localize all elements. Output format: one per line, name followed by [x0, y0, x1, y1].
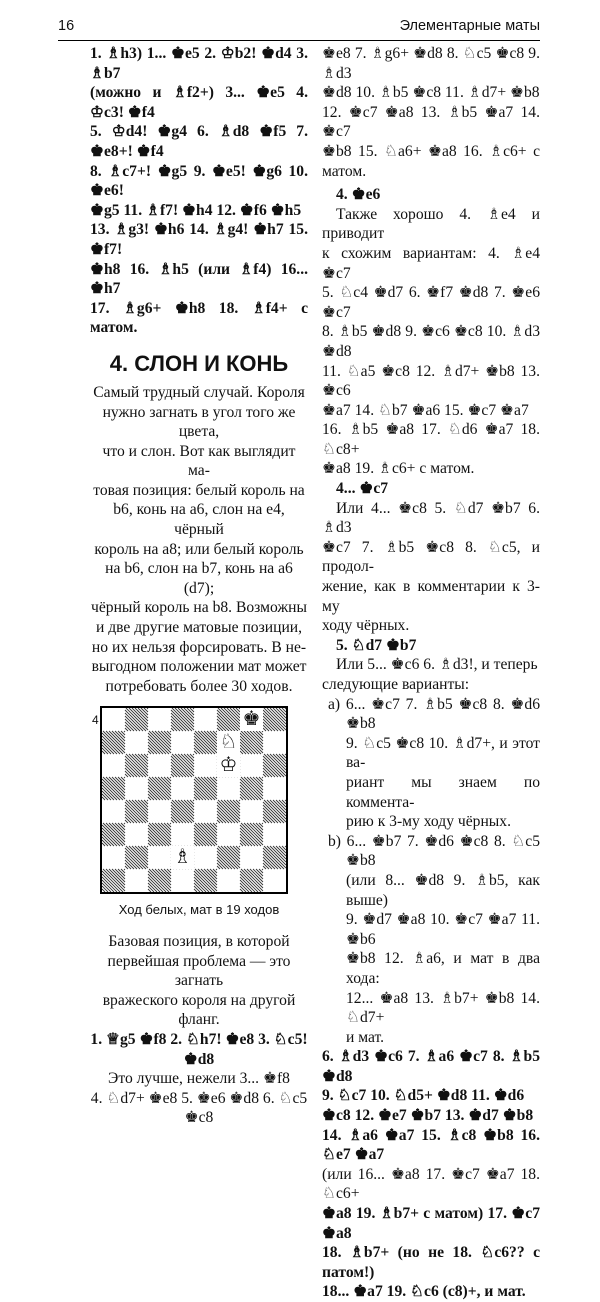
dark-square	[102, 823, 125, 846]
text-line: b) 6... ♚b7 7. ♚d6 ♚c8 8. ♘c5 ♚b8	[328, 832, 540, 870]
text-line: ходу чёрных.	[322, 617, 410, 635]
black-king-piece: ♚	[240, 708, 263, 731]
text-line: 12... ♚a8 13. ♗b7+ ♚b8 14. ♘d7+	[346, 989, 540, 1027]
text-line: 1. ♗h3) 1... ♚e5 2. ♔b2! ♚d4 3. ♗b7	[90, 45, 308, 82]
text-line: 1. ♕g5 ♚f8 2. ♘h7! ♚e8 3. ♘c5! ♚d8	[90, 1030, 308, 1068]
dark-square	[102, 777, 125, 800]
text-line: что и слон. Вот как выглядит ма-	[102, 442, 296, 480]
dark-square	[102, 869, 125, 892]
variant-b	[322, 832, 540, 1048]
white-bishop-piece: ♗	[171, 846, 194, 869]
text-line: 18. ♗b7+ (но не 18. ♘c6?? с патом!)	[322, 1244, 540, 1281]
dark-square	[217, 800, 240, 823]
text-line: Базовая позиция, в которой	[108, 933, 290, 950]
text-line: чёрный король на b8. Возможны	[91, 599, 307, 617]
text-line: 9. ♘c7 10. ♘d5+ ♚d8 11. ♚d6	[322, 1087, 525, 1105]
text-line: (или 16... ♚a8 17. ♚c7 ♚a7 18. ♘c6+	[322, 1165, 540, 1203]
dark-square	[148, 731, 171, 754]
dark-square	[171, 754, 194, 777]
text-line: ♚a8 19. ♗b7+ с матом) 17. ♚c7 ♚a8	[322, 1205, 540, 1242]
text-line: (можно и ♗f2+) 3... ♚e5 4. ♔c3! ♚f4	[90, 84, 308, 121]
text-line: ♚a7 14. ♘b7 ♚a6 15. ♚c7 ♚a7	[322, 401, 529, 419]
dark-square	[194, 869, 217, 892]
text-line: выгодном положении мат может	[91, 658, 307, 676]
dark-square	[263, 754, 286, 777]
right-column	[322, 44, 540, 1302]
text-line: рию к 3-му ходу чёрных.	[346, 813, 511, 831]
dark-square	[194, 777, 217, 800]
text-line: 11. ♘a5 ♚c8 12. ♗d7+ ♚b8 13. ♚c6	[322, 362, 540, 400]
dark-square	[171, 800, 194, 823]
text-line: 17. ♗g6+ ♚h8 18. ♗f4+ с матом.	[90, 299, 308, 337]
text-line: 8. ♗c7+! ♚g5 9. ♚e5! ♚g6 10. ♚e6!	[90, 162, 308, 200]
white-king-piece: ♔	[217, 754, 240, 777]
right-top-moves	[322, 44, 540, 181]
diagram-number: 4	[92, 713, 99, 728]
move-4: 4. ♚e6	[336, 186, 381, 204]
dark-square	[217, 708, 240, 731]
running-title: Элементарные маты	[399, 18, 540, 34]
dark-square	[148, 823, 171, 846]
diagram-caption: Ход белых, мат в 19 ходов	[118, 902, 280, 918]
text-line: ♚g5 11. ♗f7! ♚h4 12. ♚f6 ♚h5	[90, 201, 302, 219]
text-line: и две другие матовые позиции,	[95, 619, 303, 637]
text-line: ♚a8 19. ♗c6+ с матом.	[322, 460, 475, 478]
section-title: 4. СЛОН И КОНЬ	[109, 350, 289, 376]
final-moves	[322, 1047, 540, 1302]
text-line: жение, как в комментарии к 3-му	[322, 578, 540, 615]
text-line: следующие варианты:	[322, 676, 470, 693]
text-line: король на a8; или белый король	[94, 540, 304, 558]
text-line: вражеского короля на другой фланг.	[102, 991, 296, 1029]
or5-paragraph	[322, 655, 540, 694]
text-line: первейшая проблема — это загнать	[107, 952, 291, 990]
dark-square	[125, 754, 148, 777]
text-line: 14. ♗a6 ♚a7 15. ♗c8 ♚b8 16. ♘e7 ♚a7	[322, 1126, 540, 1164]
text-line: ♚b8 12. ♗a6, и мат в два хода:	[346, 950, 540, 987]
dark-square	[125, 800, 148, 823]
text-line: Или 5... ♚c6 6. ♗d3!, и теперь	[336, 656, 538, 674]
page-number: 16	[58, 18, 75, 34]
chessboard	[102, 708, 286, 892]
text-line: к схожим вариантам: 4. ♗e4 ♚c7	[322, 244, 540, 282]
variant-a	[322, 695, 540, 832]
text-line: (или 8... ♚d8 9. ♗b5, как выше)	[346, 871, 540, 909]
dark-square	[240, 823, 263, 846]
move-4b: 4... ♚c7	[336, 480, 389, 498]
text-line: 16. ♗b5 ♚a8 17. ♘d6 ♚a7 18. ♘c8+	[322, 421, 540, 458]
text-line: 18... ♚a7 19. ♘c6 (c8)+, и мат.	[322, 1283, 526, 1301]
dark-square	[194, 731, 217, 754]
text-line: 4. ♘d7+ ♚e8 5. ♚e6 ♚d8 6. ♘c5 ♚c8	[90, 1089, 308, 1127]
intro-paragraph	[90, 383, 308, 697]
or-paragraph	[322, 499, 540, 636]
left-bottom-text	[90, 932, 308, 1128]
dark-square	[148, 869, 171, 892]
text-line: Самый трудный случай. Короля	[93, 383, 305, 401]
text-line: b6, конь на a6, слон на e4, чёрный	[113, 501, 285, 539]
text-line: потребовать более 30 ходов.	[105, 677, 293, 695]
text-line: ♚d8 10. ♗b5 ♚c8 11. ♗d7+ ♚b8	[322, 84, 540, 102]
text-line: Также хорошо 4. ♗e4 и приводит	[322, 205, 540, 243]
text-line: товая позиция: белый король на	[93, 481, 305, 499]
dark-square	[125, 846, 148, 869]
text-line: ♚e8 7. ♗g6+ ♚d8 8. ♘c5 ♚c8 9. ♗d3	[322, 45, 540, 82]
text-line: риант мы знаем по коммента-	[346, 773, 540, 811]
move-5: 5. ♘d7 ♚b7	[336, 636, 417, 654]
left-top-moves	[90, 44, 308, 338]
text-line: ♚c8 12. ♚e7 ♚b7 13. ♚d7 ♚b8	[322, 1107, 534, 1125]
text-line: 9. ♚d7 ♚a8 10. ♚c7 ♚a7 11. ♚b6	[346, 911, 540, 948]
chess-diagram	[92, 706, 288, 894]
text-line: ♚b8 15. ♘a6+ ♚a8 16. ♗c6+ с матом.	[322, 142, 540, 180]
dark-square	[240, 731, 263, 754]
text-line: 5. ♔d4! ♚g4 6. ♗d8 ♚f5 7. ♚e8+! ♚f4	[90, 123, 308, 160]
text-line: нужно загнать в угол того же цвета,	[102, 403, 296, 441]
text-line: Это лучше, нежели 3... ♚f8	[108, 1070, 290, 1088]
text-line: 13. ♗g3! ♚h6 14. ♗g4! ♚h7 15. ♚f7!	[90, 221, 308, 258]
text-line: Или 4... ♚c8 5. ♘d7 ♚b7 6. ♗d3	[322, 499, 540, 537]
dark-square	[263, 708, 286, 731]
text-line: 12. ♚c7 ♚a8 13. ♗b5 ♚a7 14. ♚c7	[322, 103, 540, 141]
dark-square	[240, 777, 263, 800]
dark-square	[148, 777, 171, 800]
text-line: но их нельзя форсировать. В не-	[91, 638, 307, 656]
text-line: 6. ♗d3 ♚c6 7. ♗a6 ♚c7 8. ♗b5 ♚d8	[322, 1048, 540, 1085]
dark-square	[217, 846, 240, 869]
text-line: ♚h8 16. ♗h5 (или ♗f4) 16... ♚h7	[90, 260, 308, 298]
also-good-paragraph	[322, 205, 540, 479]
text-line: 5. ♘c4 ♚d7 6. ♚f7 ♚d8 7. ♚e6 ♚c7	[322, 284, 540, 321]
left-column	[90, 44, 308, 1128]
text-line: 9. ♘c5 ♚c8 10. ♗d7+, и этот ва-	[346, 734, 540, 772]
dark-square	[194, 823, 217, 846]
text-line: на b6, слон на b7, конь на a6 (d7);	[105, 560, 293, 597]
text-line: a) 6... ♚c7 7. ♗b5 ♚c8 8. ♚d6 ♚b8	[328, 695, 540, 733]
dark-square	[263, 800, 286, 823]
dark-square	[240, 869, 263, 892]
text-line: ♚c7 7. ♗b5 ♚c8 8. ♘c5, и продол-	[322, 538, 540, 576]
dark-square	[263, 846, 286, 869]
text-line: 8. ♗b5 ♚d8 9. ♚c6 ♚c8 10. ♗d3 ♚d8	[322, 323, 540, 360]
white-knight-piece: ♘	[217, 731, 240, 754]
dark-square	[171, 708, 194, 731]
text-line: и мат.	[346, 1028, 385, 1046]
page-header	[58, 16, 540, 41]
dark-square	[125, 708, 148, 731]
dark-square	[102, 731, 125, 754]
